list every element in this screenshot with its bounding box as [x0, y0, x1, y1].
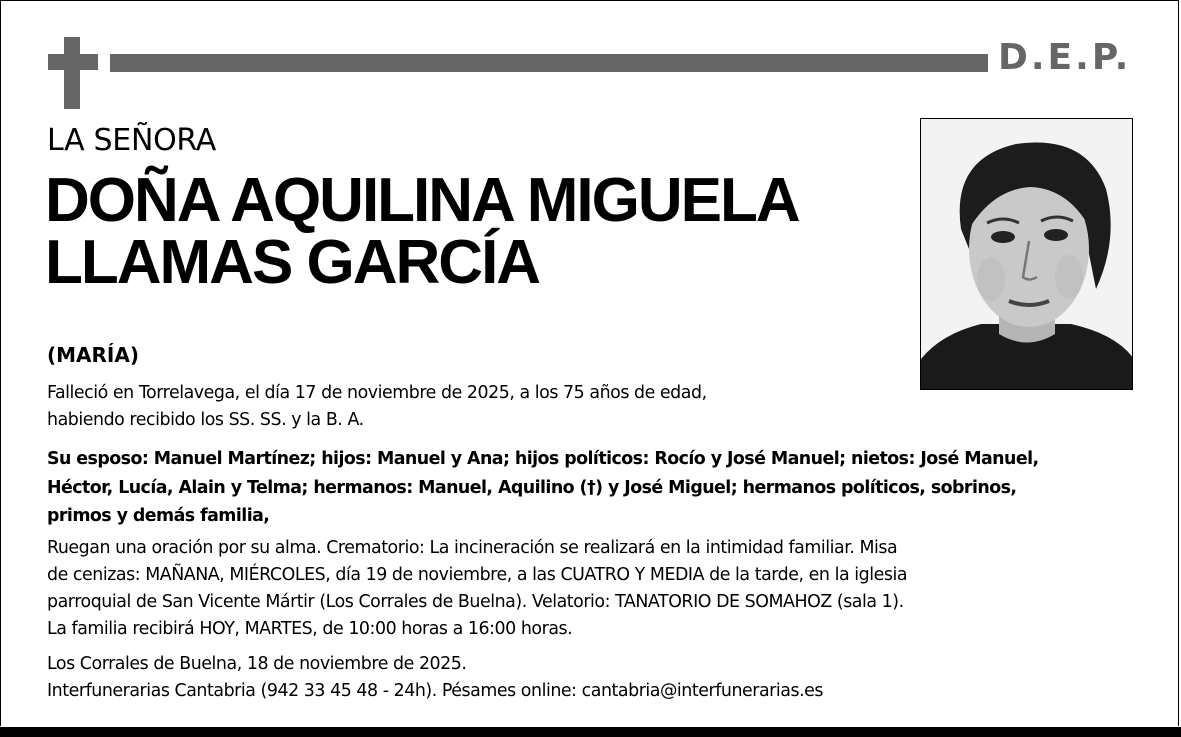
request-line: parroquial de San Vicente Mártir (Los Corrales de Buelna). Velatorio: TANATORIO DE SOMAHOZ (sala 1).: [47, 592, 904, 612]
dep-label: D.E.P.: [998, 37, 1132, 78]
bottom-rule: [0, 727, 1181, 737]
portrait-photo: [920, 118, 1133, 390]
family-line: Héctor, Lucía, Alain y Telma; hermanos: Manuel, Aquilino (†) y José Miguel; hermanos políticos, sobrinos,: [47, 478, 1017, 498]
footer-line: Los Corrales de Buelna, 18 de noviembre de 2025.: [47, 654, 467, 674]
deceased-name: [45, 166, 905, 297]
family-line: primos y demás familia,: [47, 506, 270, 526]
cross-icon-bar: [48, 54, 98, 70]
request-line: de cenizas: MAÑANA, MIÉRCOLES, día 19 de noviembre, a las CUATRO Y MEDIA de la tarde, en la iglesia: [47, 565, 908, 585]
cross-icon: [64, 37, 80, 109]
portrait-illustration: [921, 119, 1133, 390]
title-prefix: LA SEÑORA: [47, 123, 216, 158]
alias: (MARÍA): [47, 343, 139, 367]
name-line: LLAMAS GARCÍA: [45, 228, 540, 297]
name-line: DOÑA AQUILINA MIGUELA: [45, 166, 799, 235]
death-notice-line: habiendo recibido los SS. SS. y la B. A.: [47, 410, 364, 430]
death-notice-line: Falleció en Torrelavega, el día 17 de noviembre de 2025, a los 75 años de edad,: [47, 383, 707, 403]
request-line: La familia recibirá HOY, MARTES, de 10:00 horas a 16:00 horas.: [47, 619, 573, 639]
header-rule: [110, 54, 988, 72]
request-line: Ruegan una oración por su alma. Crematorio: La incineración se realizará en la intimidad familiar. Misa: [47, 538, 898, 558]
footer-line: Interfunerarias Cantabria (942 33 45 48 - 24h). Pésames online: cantabria@interfunerarias.es: [47, 681, 824, 701]
family-line: Su esposo: Manuel Martínez; hijos: Manuel y Ana; hijos políticos: Rocío y José Manuel; nietos: José Manuel,: [47, 449, 1039, 469]
